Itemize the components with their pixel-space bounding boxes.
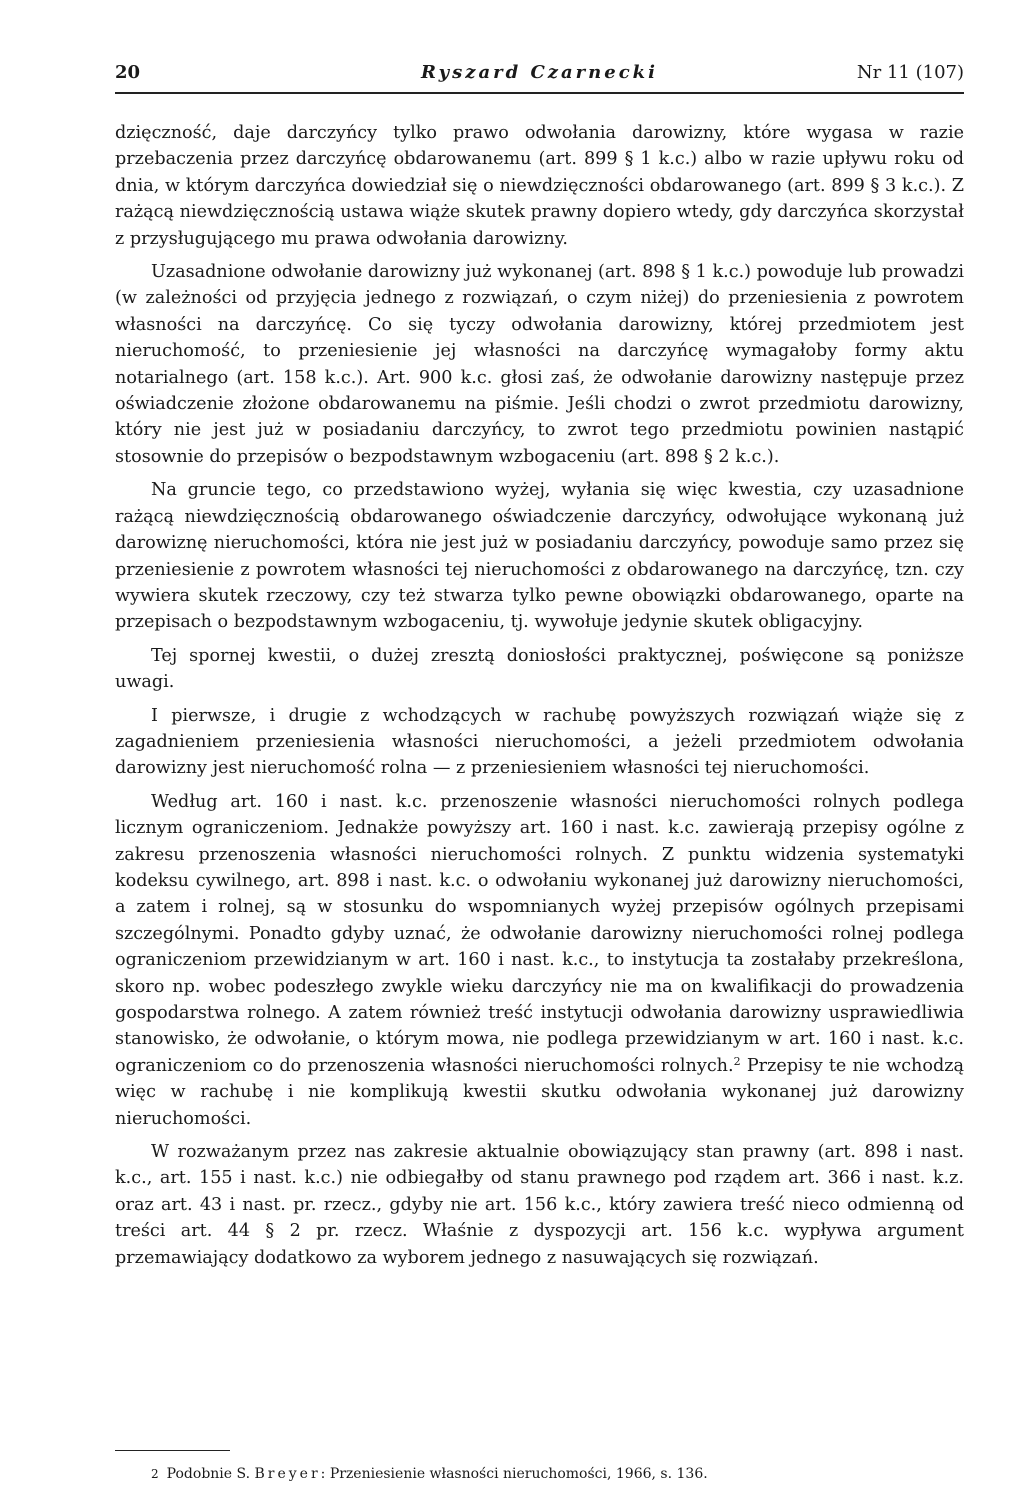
body-text — [115, 120, 964, 1271]
footnote — [115, 1465, 964, 1483]
paragraph: Uzasadnione odwołanie darowizny już wykonanej (art. 898 § 1 k.c.) powoduje lub prowadzi (w zależności od przyjęcia jednego z rozwiązań, o czym niżej) do przeniesienia z powrotem własności na darczyńcę. Co się tyczy odwołania darowizny, której przedmiotem jest nieruchomość, to przeniesienie jej własności na darczyńcę wymagałoby formy aktu notarialnego (art. 158 k.c.). Art. 900 k.c. głosi zaś, że odwołanie darowizny następuje przez oświadczenie złożone obdarowanemu na piśmie. Jeśli chodzi o zwrot przedmiotu darowizny, który nie jest już w posiadaniu darczyńcy, to zwrot tego przedmiotu powinien nastąpić stosownie do przepisów o bezpodstawnym wzbogaceniu (art. 898 § 2 k.c.). — [115, 262, 964, 467]
running-author: Ryszard Czarnecki — [421, 62, 658, 83]
running-header — [115, 62, 964, 94]
footnote-reference: 2 — [733, 1054, 741, 1068]
paragraph-with-footnote — [115, 789, 964, 1132]
footnote-mark: 2 — [151, 1467, 159, 1481]
paragraph: Na gruncie tego, co przedstawiono wyżej, wyłania się więc kwestia, czy uzasadnione rażącą niewdzięcznością obdarowanego oświadczenie darczyńcy, odwołujące wykonaną już darowiznę nieruchomości, która nie jest już w posiadaniu darczyńcy, powoduje samo przez się przeniesienie z powrotem własności tej nieruchomości z obdarowanego na darczyńcę, tzn. czy wywiera skutek rzeczowy, czy też stwarza tylko pewne obowiązki obdarowanego, oparte na przepisach o bezpodstawnym wzbogaceniu, tj. wywołuje jedynie skutek obligacyjny. — [115, 480, 964, 633]
paragraph-text: Według art. 160 i nast. k.c. przenoszenie własności nieruchomości rolnych podlega licznym ograniczeniom. Jednakże powyższy art. 160 i nast. k.c. zawierają przepisy ogólne z zakresu przenoszenia własności nieruchomości rolnych. Z punktu widzenia systematyki kodeksu cywilnego, art. 898 i nast. k.c. o odwołaniu wykonanej już darowizny nieruchomości, a zatem i rolnej, są w stosunku do wspomnianych wyżej przepisów ogólnych przepisami szczególnymi. Ponadto gdyby uznać, że odwołanie darowizny nieruchomości rolnej podlega ograniczeniom przewidzianym w art. 160 i nast. k.c., to instytucja ta zostałaby przekreślona, skoro np. wobec podeszłego zwykle wieku darczyńcy nie ma on kwalifikacji do prowadzenia gospodarstwa rolnego. A zatem również treść instytucji odwołania darowizny usprawiedliwia stanowisko, że odwołanie, o którym mowa, nie podlega przewidzianym w art. 160 i nast. k.c. ograniczeniom co do przenoszenia własności nieruchomości rolnych. — [115, 791, 964, 1076]
page-number: 20 — [115, 62, 141, 83]
footnote-title: : Przeniesienie własności nieruchomości, 1966, s. 136. — [320, 1466, 708, 1482]
footnote-author: Breyer — [254, 1466, 321, 1482]
paragraph-continued: dzięczność, daje darczyńcy tylko prawo odwołania darowizny, które wygasa w razie przebaczenia przez darczyńcę obdarowanemu (art. 899 § 1 k.c.) albo w razie upływu roku od dnia, w którym darczyńca dowiedział się o niewdzięczności obdarowanego (art. 899 § 3 k.c.). Z rażącą niewdzięcznością ustawa wiąże skutek prawny dopiero wtedy, gdy darczyńca skorzystał z przysługującego mu prawa odwołania darowizny. — [115, 123, 964, 249]
paragraph-text: Przepisy te nie wchodzą więc w rachubę i nie komplikują kwestii skutku odwołania wykonanej już darowizny nieruchomości. — [115, 1055, 965, 1129]
issue-number: Nr 11 (107) — [856, 62, 964, 83]
footnote-prefix: Podobnie S. — [166, 1466, 251, 1482]
footnote-divider — [115, 1450, 230, 1451]
paragraph: I pierwsze, i drugie z wchodzących w rachubę powyższych rozwiązań wiąże się z zagadnieniem przeniesienia własności nieruchomości, a jeżeli przedmiotem odwołania darowizny jest nieruchomość rolna — z przeniesieniem własności tej nieruchomości. — [115, 705, 964, 779]
paragraph: W rozważanym przez nas zakresie aktualnie obowiązujący stan prawny (art. 898 i nast. k.c., art. 155 i nast. k.c.) nie odbiegałby od stanu prawnego pod rządem art. 366 i nast. k.z. oraz art. 43 i nast. pr. rzecz., gdyby nie art. 156 k.c., który zawiera treść nieco odmienną od treści art. 44 § 2 pr. rzecz. Właśnie z dyspozycji art. 156 k.c. wypływa argument przemawiający dodatkowo za wyborem jednego z nasuwających się rozwiązań. — [115, 1142, 964, 1268]
paragraph: Tej spornej kwestii, o dużej zresztą doniosłości praktycznej, poświęcone są poniższe uwagi. — [115, 645, 964, 693]
